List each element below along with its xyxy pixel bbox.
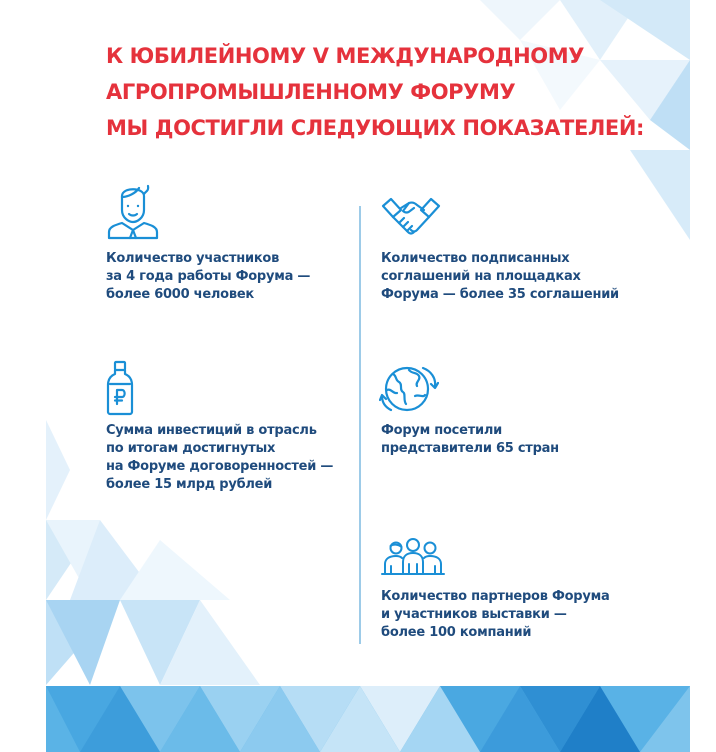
stat-line: Количество партнеров Форума (381, 589, 610, 604)
stat-text (381, 422, 559, 458)
stat-participants (106, 182, 356, 302)
stat-investments (106, 360, 356, 492)
stat-line: по итогам достигнутых (106, 441, 276, 456)
heading-line: К ЮБИЛЕЙНОМУ V МЕЖДУНАРОДНОМУ (106, 44, 584, 68)
stat-line: на Форуме договоренностей — (106, 459, 334, 474)
stat-partners (381, 536, 631, 644)
heading-line: АГРОПРОМЫШЛЕННОМУ ФОРУМУ (106, 80, 516, 104)
stat-line: за 4 года работы Форума — (106, 269, 311, 284)
handshake-icon (381, 194, 441, 238)
stat-agreements (381, 194, 631, 304)
page-heading (106, 38, 644, 146)
stat-text (381, 250, 619, 304)
stat-text (106, 250, 310, 304)
group-icon (381, 536, 445, 576)
stat-line: более 15 млрд рублей (106, 477, 273, 492)
heading-line: МЫ ДОСТИГЛИ СЛЕДУЮЩИХ ПОКАЗАТЕЛЕЙ: (106, 116, 645, 140)
stat-text (381, 588, 610, 642)
stat-line: Количество подписанных (381, 251, 570, 266)
column-divider (359, 206, 361, 644)
stat-line: Количество участников (106, 251, 280, 266)
globe-icon (379, 362, 439, 414)
stat-line: представители 65 стран (381, 441, 559, 456)
stat-line: и участников выставки — (381, 607, 567, 622)
person-icon (106, 182, 160, 240)
stat-countries (379, 362, 629, 458)
stat-line: более 6000 человек (106, 287, 254, 302)
stat-text (106, 422, 333, 494)
stat-line: Сумма инвестиций в отрасль (106, 423, 317, 438)
stat-line: Форума — более 35 соглашений (381, 287, 619, 302)
stat-line: более 100 компаний (381, 625, 532, 640)
stat-line: соглашений на площадках (381, 269, 581, 284)
ruble-bottle-icon (106, 360, 134, 416)
stat-line: Форум посетили (381, 423, 502, 438)
